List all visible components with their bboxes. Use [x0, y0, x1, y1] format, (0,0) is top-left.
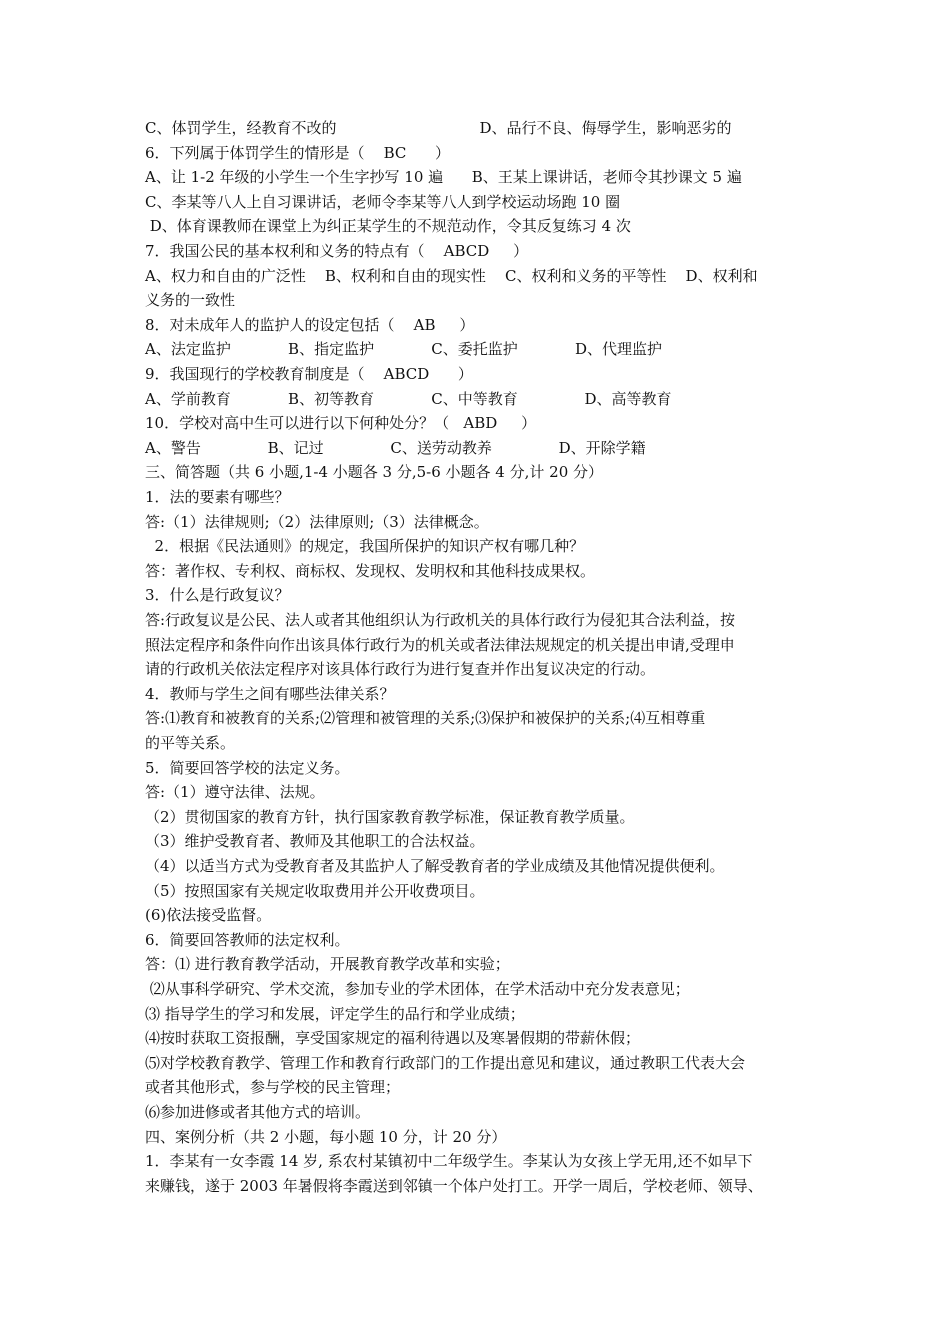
text-line: 答:（1）遵守法律、法规。 [145, 783, 325, 802]
text-line: 答：⑴ 进行教育教学活动，开展教育教学改革和实验； [145, 955, 510, 974]
text-line: 4．教师与学生之间有哪些法律关系？ [145, 684, 395, 703]
text-line: 9．我国现行的学校教育制度是（ ABCD ） [145, 365, 473, 383]
text-line: 三、简答题（共 6 小题,1-4 小题各 3 分,5-6 小题各 4 分,计 20 分） [145, 463, 604, 482]
text-line: 5．简要回答学校的法定义务。 [145, 758, 350, 777]
text-line: 8．对未成年人的监护人的设定包括（ AB ） [145, 315, 475, 334]
text-line: A、学前教育 B、初等教育 C、中等教育 D、高等教育 [145, 389, 672, 408]
text-line: 3．什么是行政复议？ [145, 586, 290, 605]
text-line: A、警告 B、记过 C、送劳动教养 D、开除学籍 [145, 438, 646, 457]
text-line: 2．根据《民法通则》的规定，我国所保护的知识产权有哪几种？ [145, 537, 585, 556]
text-line: (6)依法接受监督。 [145, 906, 272, 925]
text-line: A、法定监护 B、指定监护 C、委托监护 D、代理监护 [145, 340, 663, 359]
text-line: 答:行政复议是公民、法人或者其他组织认为行政机关的具体行政行为侵犯其合法利益，按 [145, 611, 736, 629]
text-line: 6．简要回答教师的法定权利。 [145, 930, 350, 949]
text-line: ⑸对学校教育教学、管理工作和教育行政部门的工作提出意见和建议，通过教职工代表大会 [145, 1053, 746, 1072]
text-line: 四、案例分析（共 2 小题，每小题 10 分，计 20 分） [145, 1127, 507, 1146]
text-line: 1．法的要素有哪些？ [145, 488, 290, 506]
text-line: 或者其他形式，参与学校的民主管理； [145, 1078, 401, 1097]
text-line: C、体罚学生，经教育不改的 D、品行不良、侮辱学生，影响恶劣的 [145, 119, 732, 137]
text-line: 10．学校对高中生可以进行以下何种处分？（ ABD ） [145, 414, 537, 433]
text-line: 的平等关系。 [145, 734, 236, 752]
text-line: 照法定程序和条件向作出该具体行政行为的机关或者法律法规规定的机关提出申请,受理申 [145, 635, 735, 654]
text-line: （5）按照国家有关规定收取费用并公开收费项目。 [145, 881, 485, 900]
text-line: （2）贯彻国家的教育方针，执行国家教育教学标准，保证教育教学质量。 [145, 807, 635, 826]
text-line: 答:⑴教育和被教育的关系;⑵管理和被管理的关系;⑶保护和被保护的关系;⑷互相尊重 [145, 709, 706, 728]
text-line: 义务的一致性 [145, 291, 236, 310]
text-line: 请的行政机关依法定程序对该具体行政行为进行复查并作出复议决定的行动。 [145, 660, 656, 679]
text-line: （4）以适当方式为受教育者及其监护人了解受教育者的学业成绩及其他情况提供便利。 [145, 857, 725, 875]
text-line: A、让 1-2 年级的小学生一个生字抄写 10 遍 B、王某上课讲话，老师令其抄课文 5 遍 [145, 168, 742, 187]
text-line: ⑷按时获取工资报酬，享受国家规定的福利待遇以及寒暑假期的带薪休假； [145, 1029, 641, 1048]
text-line: D、体育课教师在课堂上为纠正某学生的不规范动作，令其反复练习 4 次 [145, 217, 631, 236]
text-line: A、权力和自由的广泛性 B、权利和自由的现实性 C、权利和义务的平等性 D、权利和 [145, 266, 758, 285]
text-line: ⑵从事科学研究、学术交流，参加专业的学术团体，在学术活动中充分发表意见； [145, 980, 690, 998]
text-line: 来赚钱，遂于 2003 年暑假将李霞送到邻镇一个体户处打工。开学一周后，学校老师、领导、 [145, 1176, 763, 1195]
text-line: ⑹参加进修或者其他方式的培训。 [145, 1103, 371, 1121]
text-line: 7．我国公民的基本权利和义务的特点有（ ABCD ） [145, 242, 529, 260]
text-line: C、李某等八人上自习课讲话，老师令李某等八人到学校运动场跑 10 圈 [145, 192, 621, 211]
text-line: （3）维护受教育者、教师及其他职工的合法权益。 [145, 832, 485, 851]
text-line: 1．李某有一女李霞 14 岁, 系农村某镇初中二年级学生。李某认为女孩上学无用,还不如早下 [145, 1152, 753, 1171]
text-line: 6．下列属于体罚学生的情形是（ BC ） [145, 143, 451, 162]
text-line: 答:（1）法律规则;（2）法律原则;（3）法律概念。 [145, 512, 489, 531]
text-line: ⑶ 指导学生的学习和发展，评定学生的品行和学业成绩； [145, 1004, 525, 1023]
text-line: 答：著作权、专利权、商标权、发现权、发明权和其他科技成果权。 [145, 561, 596, 580]
